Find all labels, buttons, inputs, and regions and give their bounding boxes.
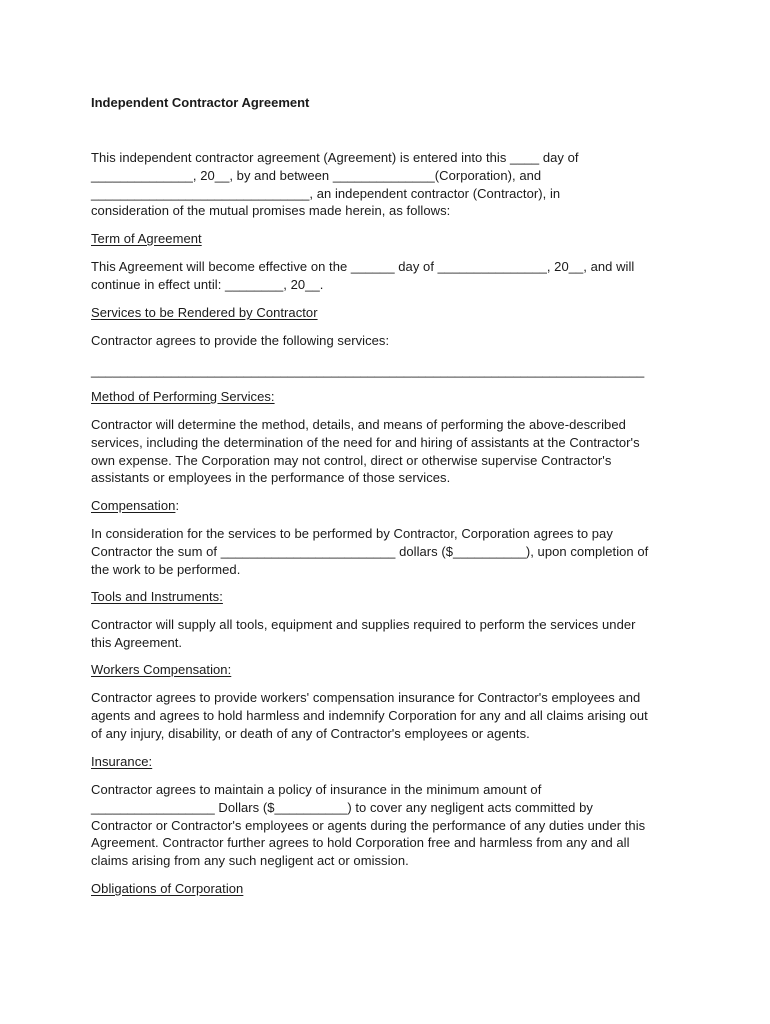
insurance-paragraph <box>91 781 645 870</box>
method-line: own expense. The Corporation may not control, direct or otherwise supervise Contractor's <box>91 452 612 468</box>
method-line: services, including the determination of the need for and hiring of assistants at the Contractor's <box>91 434 640 450</box>
method-line: assistants or employees in the performance of those services. <box>91 470 451 486</box>
intro-paragraph <box>91 149 579 220</box>
services-heading: Services to be Rendered by Contractor <box>91 305 318 320</box>
workers-paragraph <box>91 689 648 742</box>
compensation-heading-text: Compensation <box>91 498 176 513</box>
tools-paragraph <box>91 616 636 652</box>
insurance-line: Contractor agrees to maintain a policy of insurance in the minimum amount of <box>91 782 542 797</box>
insurance-line: Contractor or Contractor's employees or agents during the performance of any duties under this <box>91 817 646 833</box>
intro-line: ______________________________, an independent contractor (Contractor), in <box>91 185 561 201</box>
term-line: This Agreement will become effective on the ______ day of _______________, 20__, and will <box>91 259 635 274</box>
intro-line: consideration of the mutual promises made herein, as follows: <box>91 203 451 219</box>
tools-line: Contractor will supply all tools, equipment and supplies required to perform the services under <box>91 617 636 632</box>
method-line: Contractor will determine the method, details, and means of performing the above-described <box>91 417 626 432</box>
services-line: Contractor agrees to provide the following services: <box>91 333 390 348</box>
method-paragraph <box>91 416 640 487</box>
workers-line: Contractor agrees to provide workers' compensation insurance for Contractor's employees and <box>91 690 641 705</box>
insurance-line: claims arising from any such negligent act or omission. <box>91 853 409 869</box>
services-blank-line: ____________________________________________________________________________ <box>91 363 645 378</box>
insurance-line: _________________ Dollars ($__________) to cover any negligent acts committed by <box>91 799 593 815</box>
tools-line: this Agreement. <box>91 634 183 650</box>
method-heading: Method of Performing Services: <box>91 389 275 404</box>
services-paragraph <box>91 332 389 350</box>
workers-heading: Workers Compensation: <box>91 662 232 677</box>
compensation-line: the work to be performed. <box>91 561 241 577</box>
workers-line: of any injury, disability, or death of any of Contractor's employees or agents. <box>91 725 530 741</box>
compensation-paragraph <box>91 525 648 578</box>
term-paragraph <box>91 258 634 294</box>
compensation-line: In consideration for the services to be performed by Contractor, Corporation agrees to pay <box>91 526 613 541</box>
insurance-heading: Insurance: <box>91 754 153 769</box>
workers-line: agents and agrees to hold harmless and indemnify Corporation for any and all claims arising out <box>91 707 648 723</box>
term-heading: Term of Agreement <box>91 231 202 246</box>
intro-line: This independent contractor agreement (Agreement) is entered into this ____ day of <box>91 150 579 165</box>
intro-line: ______________, 20__, by and between ______________(Corporation), and <box>91 167 542 183</box>
term-line: continue in effect until: ________, 20__. <box>91 276 324 292</box>
compensation-heading <box>91 497 179 515</box>
tools-heading: Tools and Instruments: <box>91 589 223 604</box>
document-title: Independent Contractor Agreement <box>91 95 310 110</box>
obligations-heading: Obligations of Corporation <box>91 881 244 896</box>
compensation-line: Contractor the sum of ________________________ dollars ($__________), upon completion of <box>91 543 649 559</box>
compensation-heading-colon: : <box>175 498 180 513</box>
insurance-line: Agreement. Contractor further agrees to hold Corporation free and harmless from any and all <box>91 835 630 851</box>
